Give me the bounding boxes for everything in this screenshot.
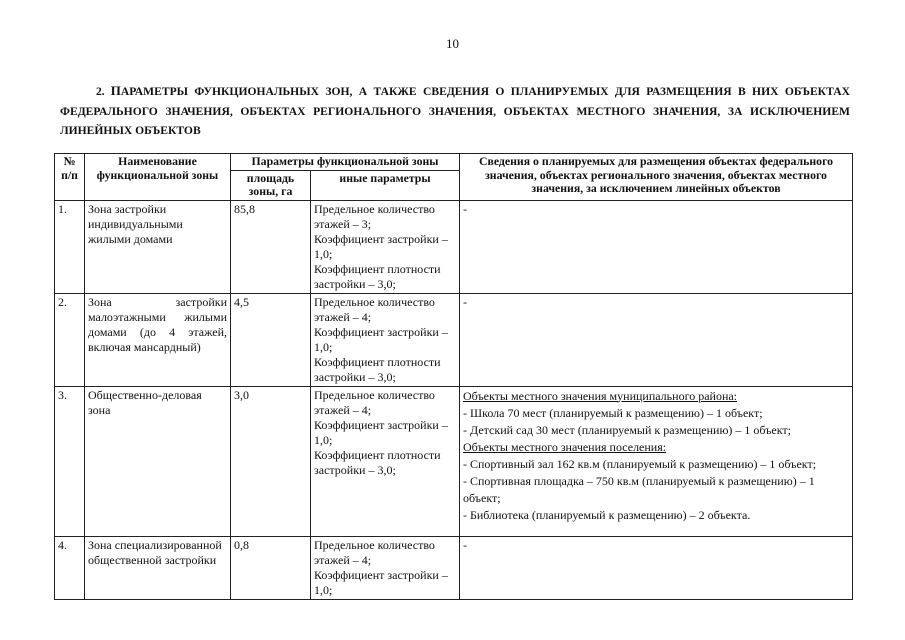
- param-floors: Предельное количество этажей – 4;: [314, 294, 435, 324]
- param-floors: Предельное количество этажей – 4;: [314, 387, 435, 417]
- planned-object-library: - Библиотека (планируемый к размещению) – 2 объекта.: [463, 507, 751, 522]
- zone-params: [311, 386, 460, 536]
- section-title: АРАМЕТРЫ ФУНКЦИОНАЛЬНЫХ ЗОН, А ТАКЖЕ СВЕДЕНИЯ О ПЛАНИРУЕМЫХ ДЛЯ РАЗМЕЩЕНИЯ В НИХ ОБЪЕКТАХ ФЕДЕРАЛЬНОГО ЗНАЧЕНИЯ, ОБЪЕКТАХ РЕГИОНАЛЬНОГО ЗНАЧЕНИЯ, ОБЪЕКТАХ МЕСТНОГО ЗНАЧЕНИЯ, ЗА ИСКЛЮЧЕНИЕМ ЛИНЕЙНЫХ ОБЪЕКТОВ: [60, 85, 850, 137]
- header-params-group: Параметры функциональной зоны: [231, 154, 460, 171]
- param-floors: Предельное количество этажей – 4;: [314, 537, 435, 567]
- header-other-params: иные параметры: [311, 170, 460, 200]
- table-row: [55, 536, 853, 599]
- settlement-objects-heading: Объекты местного значения поселения:: [463, 439, 667, 454]
- municipal-district-objects-heading: Объекты местного значения муниципального района:: [463, 388, 738, 403]
- param-coverage: Коэффициент застройки – 1,0;: [314, 417, 448, 447]
- planned-objects: -: [460, 536, 853, 599]
- zone-params: [311, 536, 460, 599]
- header-planned-objects: Сведения о планируемых для размещения объектах федерального значения, объектах регионального значения, объектах местного значения, за исключением линейных объектов: [460, 154, 853, 201]
- planned-object-sports-hall: - Спортивный зал 162 кв.м (планируемый к размещению) – 1 объект;: [463, 456, 817, 471]
- section-title-initial: П: [110, 83, 121, 98]
- planned-object-kindergarten: - Детский сад 30 мест (планируемый к размещению) – 1 объект;: [463, 422, 792, 437]
- header-area: площадь зоны, га: [231, 170, 311, 200]
- table-header-row: [55, 154, 853, 171]
- row-number: 4.: [55, 536, 85, 599]
- planned-objects: [460, 386, 853, 536]
- page-number: 10: [446, 36, 459, 51]
- section-number: 2.: [96, 85, 105, 98]
- table-row: [55, 200, 853, 293]
- param-coverage: Коэффициент застройки – 1,0;: [314, 567, 448, 597]
- planned-object-school: - Школа 70 мест (планируемый к размещению) – 1 объект;: [463, 405, 763, 420]
- param-floors: Предельное количество этажей – 3;: [314, 201, 435, 231]
- zone-name: Общественно-деловая зона: [85, 386, 231, 536]
- table-row: [55, 386, 853, 536]
- param-coverage: Коэффициент застройки – 1,0;: [314, 324, 448, 354]
- header-zone-name: Наименование функциональной зоны: [85, 154, 231, 201]
- header-num: № п/п: [55, 154, 85, 201]
- zone-area: 3,0: [231, 386, 311, 536]
- zone-name: Зона специализированной общественной застройки: [85, 536, 231, 599]
- section-heading: [60, 81, 850, 141]
- zone-area: 0,8: [231, 536, 311, 599]
- param-density: Коэффициент плотности застройки – 3,0;: [314, 354, 441, 384]
- param-density: Коэффициент плотности застройки – 3,0;: [314, 261, 441, 291]
- zone-params: [311, 293, 460, 386]
- zone-area: 85,8: [231, 200, 311, 293]
- zone-name: Зона застройки индивидуальными жилыми домами: [85, 200, 231, 293]
- zone-area: 4,5: [231, 293, 311, 386]
- row-number: 3.: [55, 386, 85, 536]
- param-coverage: Коэффициент застройки – 1,0;: [314, 231, 448, 261]
- zone-params: [311, 200, 460, 293]
- row-number: 1.: [55, 200, 85, 293]
- table-row: [55, 293, 853, 386]
- functional-zones-table: [54, 153, 853, 600]
- row-number: 2.: [55, 293, 85, 386]
- planned-objects: -: [460, 200, 853, 293]
- param-density: Коэффициент плотности застройки – 3,0;: [314, 447, 441, 477]
- zone-name: Зона застройки малоэтажными жилыми домами (до 4 этажей, включая мансардный): [85, 293, 231, 386]
- planned-object-sports-ground: - Спортивная площадка – 750 кв.м (планируемый к размещению) – 1 объект;: [463, 473, 815, 505]
- planned-objects: -: [460, 293, 853, 386]
